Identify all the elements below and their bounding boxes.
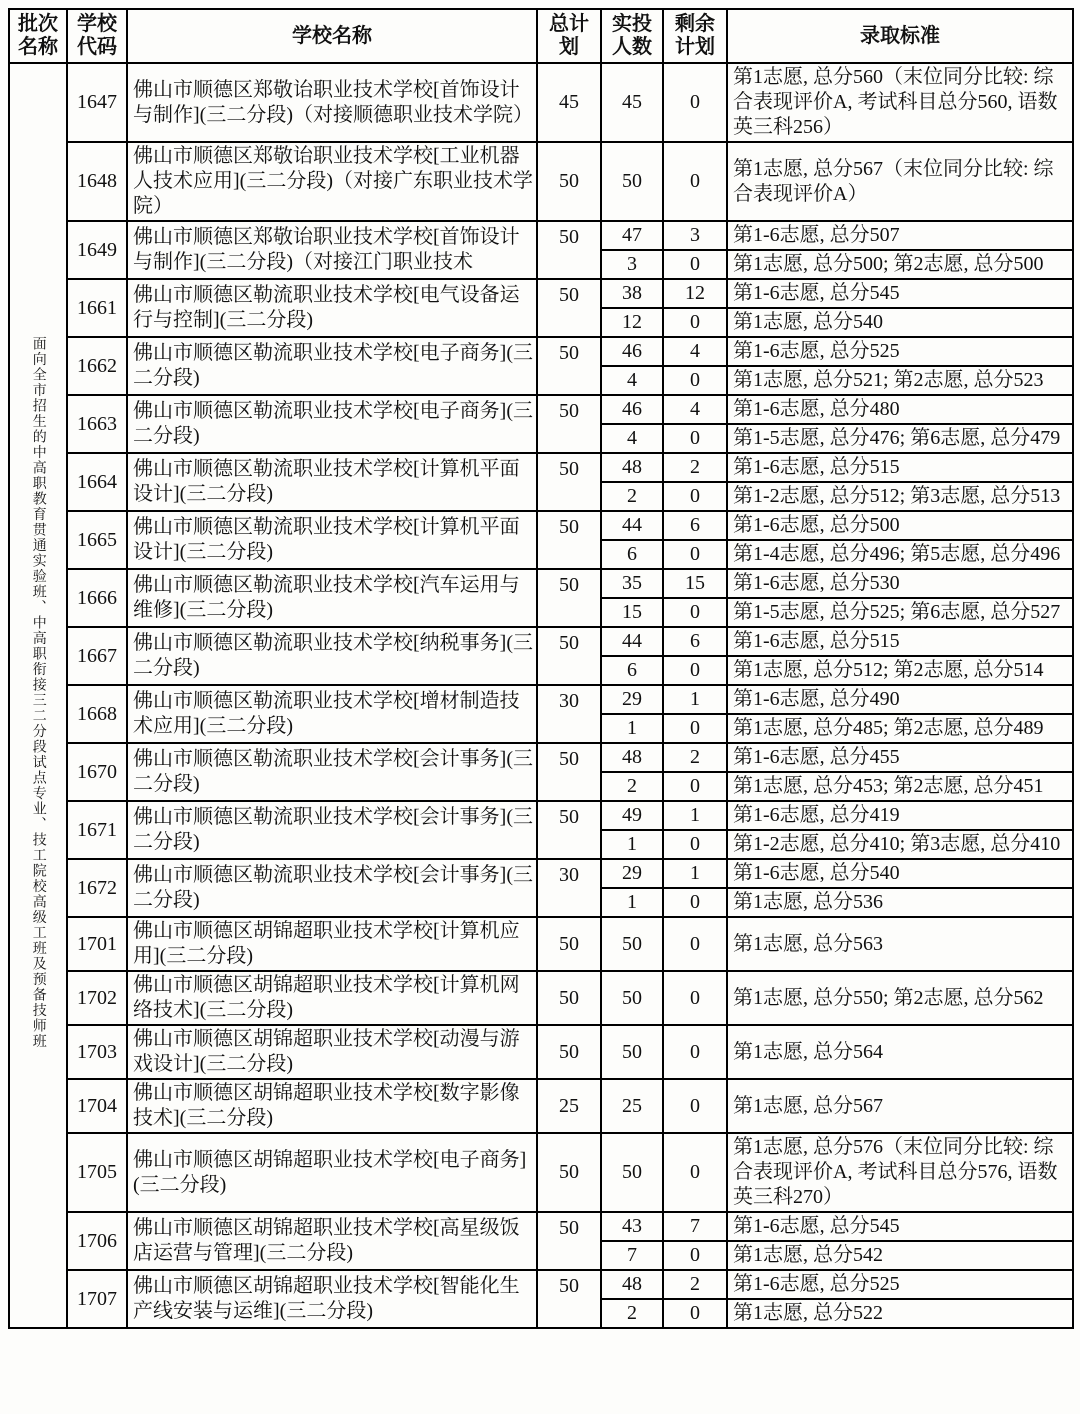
actual-count-cell: 48 xyxy=(601,453,663,482)
school-name-cell: 佛山市顺德区胡锦超职业技术学校[计算机应用](三二分段) xyxy=(127,917,537,971)
school-name-cell: 佛山市顺德区勒流职业技术学校[计算机平面设计](三二分段) xyxy=(127,453,537,511)
remaining-plan-cell: 7 xyxy=(663,1212,727,1241)
admission-standard-cell: 第1志愿, 总分536 xyxy=(727,888,1073,917)
school-name-cell: 佛山市顺德区勒流职业技术学校[会计事务](三二分段) xyxy=(127,801,537,859)
remaining-plan-cell: 6 xyxy=(663,627,727,656)
table-row xyxy=(9,1025,1073,1079)
school-name-cell: 佛山市顺德区郑敬诒职业技术学校[工业机器人技术应用](三二分段)（对接广东职业技术学院） xyxy=(127,142,537,221)
actual-count-cell: 1 xyxy=(601,888,663,917)
table-row xyxy=(9,685,1073,714)
table-row xyxy=(9,1079,1073,1133)
actual-count-cell: 29 xyxy=(601,685,663,714)
table-row xyxy=(9,511,1073,540)
actual-count-cell: 48 xyxy=(601,1270,663,1299)
admission-standard-cell: 第1志愿, 总分512; 第2志愿, 总分514 xyxy=(727,656,1073,685)
school-name-cell: 佛山市顺德区郑敬诒职业技术学校[首饰设计与制作](三二分段)（对接顺德职业技术学院） xyxy=(127,63,537,142)
remaining-plan-cell: 0 xyxy=(663,1079,727,1133)
school-name-cell: 佛山市顺德区勒流职业技术学校[计算机平面设计](三二分段) xyxy=(127,511,537,569)
admission-standard-cell: 第1-6志愿, 总分515 xyxy=(727,453,1073,482)
remaining-plan-cell: 2 xyxy=(663,453,727,482)
school-code-cell: 1706 xyxy=(67,1212,127,1270)
actual-count-cell: 50 xyxy=(601,917,663,971)
total-plan-cell: 50 xyxy=(537,221,601,279)
actual-count-cell: 4 xyxy=(601,424,663,453)
actual-count-cell: 50 xyxy=(601,142,663,221)
remaining-plan-cell: 0 xyxy=(663,63,727,142)
school-name-cell: 佛山市顺德区勒流职业技术学校[会计事务](三二分段) xyxy=(127,859,537,917)
actual-count-cell: 38 xyxy=(601,279,663,308)
admission-standard-cell: 第1-6志愿, 总分419 xyxy=(727,801,1073,830)
table-row xyxy=(9,63,1073,142)
admission-standard-cell: 第1志愿, 总分521; 第2志愿, 总分523 xyxy=(727,366,1073,395)
actual-count-cell: 1 xyxy=(601,830,663,859)
remaining-plan-cell: 0 xyxy=(663,308,727,337)
school-code-cell: 1664 xyxy=(67,453,127,511)
actual-count-cell: 3 xyxy=(601,250,663,279)
table-row xyxy=(9,221,1073,250)
admission-standard-cell: 第1志愿, 总分567（末位同分比较: 综合表现评价A） xyxy=(727,142,1073,221)
school-code-cell: 1663 xyxy=(67,395,127,453)
remaining-plan-cell: 2 xyxy=(663,743,727,772)
admission-standard-cell: 第1志愿, 总分563 xyxy=(727,917,1073,971)
actual-count-cell: 4 xyxy=(601,366,663,395)
admission-standard-cell: 第1-5志愿, 总分525; 第6志愿, 总分527 xyxy=(727,598,1073,627)
admission-standard-cell: 第1-6志愿, 总分540 xyxy=(727,859,1073,888)
actual-count-cell: 47 xyxy=(601,221,663,250)
school-name-cell: 佛山市顺德区胡锦超职业技术学校[动漫与游戏设计](三二分段) xyxy=(127,1025,537,1079)
actual-count-cell: 50 xyxy=(601,971,663,1025)
actual-count-cell: 25 xyxy=(601,1079,663,1133)
school-name-cell: 佛山市顺德区勒流职业技术学校[纳税事务](三二分段) xyxy=(127,627,537,685)
actual-count-cell: 46 xyxy=(601,337,663,366)
remaining-plan-cell: 1 xyxy=(663,685,727,714)
admission-standard-cell: 第1-6志愿, 总分515 xyxy=(727,627,1073,656)
remaining-plan-cell: 0 xyxy=(663,424,727,453)
school-code-cell: 1649 xyxy=(67,221,127,279)
total-plan-cell: 50 xyxy=(537,142,601,221)
remaining-plan-cell: 0 xyxy=(663,917,727,971)
school-code-cell: 1647 xyxy=(67,63,127,142)
actual-count-cell: 43 xyxy=(601,1212,663,1241)
remaining-plan-cell: 4 xyxy=(663,395,727,424)
total-plan-cell: 50 xyxy=(537,627,601,685)
table-row xyxy=(9,1133,1073,1212)
remaining-plan-cell: 0 xyxy=(663,772,727,801)
actual-count-cell: 49 xyxy=(601,801,663,830)
school-code-cell: 1705 xyxy=(67,1133,127,1212)
header-row xyxy=(9,9,1073,63)
table-row xyxy=(9,569,1073,598)
admission-standard-cell: 第1志愿, 总分564 xyxy=(727,1025,1073,1079)
actual-count-cell: 44 xyxy=(601,511,663,540)
school-code-cell: 1671 xyxy=(67,801,127,859)
admission-standard-cell: 第1-6志愿, 总分545 xyxy=(727,1212,1073,1241)
remaining-plan-cell: 0 xyxy=(663,250,727,279)
school-code-cell: 1702 xyxy=(67,971,127,1025)
total-plan-cell: 50 xyxy=(537,453,601,511)
total-plan-cell: 30 xyxy=(537,859,601,917)
school-name-cell: 佛山市顺德区勒流职业技术学校[电气设备运行与控制](三二分段) xyxy=(127,279,537,337)
table-row xyxy=(9,801,1073,830)
col-header-batch: 批次名称 xyxy=(9,9,67,63)
total-plan-cell: 50 xyxy=(537,801,601,859)
admission-standard-cell: 第1-6志愿, 总分530 xyxy=(727,569,1073,598)
actual-count-cell: 44 xyxy=(601,627,663,656)
col-header-remaining: 剩余计划 xyxy=(663,9,727,63)
school-code-cell: 1662 xyxy=(67,337,127,395)
total-plan-cell: 50 xyxy=(537,279,601,337)
admission-standard-cell: 第1志愿, 总分485; 第2志愿, 总分489 xyxy=(727,714,1073,743)
admission-standard-cell: 第1志愿, 总分560（末位同分比较: 综合表现评价A, 考试科目总分560, 语数英三科256） xyxy=(727,63,1073,142)
actual-count-cell: 2 xyxy=(601,482,663,511)
school-name-cell: 佛山市顺德区郑敬诒职业技术学校[首饰设计与制作](三二分段)（对接江门职业技术 xyxy=(127,221,537,279)
admission-standard-cell: 第1-6志愿, 总分480 xyxy=(727,395,1073,424)
remaining-plan-cell: 0 xyxy=(663,830,727,859)
admission-standard-cell: 第1志愿, 总分542 xyxy=(727,1241,1073,1270)
table-row xyxy=(9,453,1073,482)
total-plan-cell: 50 xyxy=(537,1025,601,1079)
remaining-plan-cell: 0 xyxy=(663,656,727,685)
admission-standard-cell: 第1志愿, 总分453; 第2志愿, 总分451 xyxy=(727,772,1073,801)
actual-count-cell: 7 xyxy=(601,1241,663,1270)
school-name-cell: 佛山市顺德区勒流职业技术学校[电子商务](三二分段) xyxy=(127,395,537,453)
table-row xyxy=(9,859,1073,888)
remaining-plan-cell: 15 xyxy=(663,569,727,598)
school-code-cell: 1668 xyxy=(67,685,127,743)
actual-count-cell: 50 xyxy=(601,1025,663,1079)
remaining-plan-cell: 0 xyxy=(663,142,727,221)
admission-standard-cell: 第1-6志愿, 总分490 xyxy=(727,685,1073,714)
remaining-plan-cell: 0 xyxy=(663,888,727,917)
actual-count-cell: 29 xyxy=(601,859,663,888)
total-plan-cell: 50 xyxy=(537,1212,601,1270)
school-name-cell: 佛山市顺德区勒流职业技术学校[增材制造技术应用](三二分段) xyxy=(127,685,537,743)
actual-count-cell: 2 xyxy=(601,772,663,801)
admission-standard-cell: 第1-6志愿, 总分455 xyxy=(727,743,1073,772)
remaining-plan-cell: 4 xyxy=(663,337,727,366)
table-row xyxy=(9,337,1073,366)
actual-count-cell: 12 xyxy=(601,308,663,337)
remaining-plan-cell: 0 xyxy=(663,714,727,743)
remaining-plan-cell: 1 xyxy=(663,859,727,888)
actual-count-cell: 15 xyxy=(601,598,663,627)
remaining-plan-cell: 0 xyxy=(663,1241,727,1270)
total-plan-cell: 50 xyxy=(537,743,601,801)
actual-count-cell: 48 xyxy=(601,743,663,772)
table-header xyxy=(9,9,1073,63)
total-plan-cell: 30 xyxy=(537,685,601,743)
actual-count-cell: 35 xyxy=(601,569,663,598)
remaining-plan-cell: 0 xyxy=(663,366,727,395)
school-code-cell: 1665 xyxy=(67,511,127,569)
table-row xyxy=(9,971,1073,1025)
actual-count-cell: 50 xyxy=(601,1133,663,1212)
admission-standard-cell: 第1-6志愿, 总分507 xyxy=(727,221,1073,250)
table-row xyxy=(9,142,1073,221)
total-plan-cell: 50 xyxy=(537,395,601,453)
admission-standard-cell: 第1志愿, 总分500; 第2志愿, 总分500 xyxy=(727,250,1073,279)
admission-standard-cell: 第1志愿, 总分550; 第2志愿, 总分562 xyxy=(727,971,1073,1025)
school-code-cell: 1701 xyxy=(67,917,127,971)
actual-count-cell: 46 xyxy=(601,395,663,424)
actual-count-cell: 1 xyxy=(601,714,663,743)
total-plan-cell: 50 xyxy=(537,511,601,569)
remaining-plan-cell: 0 xyxy=(663,1025,727,1079)
admission-standard-cell: 第1-6志愿, 总分545 xyxy=(727,279,1073,308)
col-header-name: 学校名称 xyxy=(127,9,537,63)
school-code-cell: 1661 xyxy=(67,279,127,337)
admission-standard-cell: 第1-2志愿, 总分512; 第3志愿, 总分513 xyxy=(727,482,1073,511)
admission-standard-cell: 第1志愿, 总分540 xyxy=(727,308,1073,337)
remaining-plan-cell: 0 xyxy=(663,598,727,627)
school-name-cell: 佛山市顺德区胡锦超职业技术学校[智能化生产线安装与运维](三二分段) xyxy=(127,1270,537,1328)
school-code-cell: 1703 xyxy=(67,1025,127,1079)
remaining-plan-cell: 0 xyxy=(663,540,727,569)
school-code-cell: 1666 xyxy=(67,569,127,627)
total-plan-cell: 50 xyxy=(537,569,601,627)
total-plan-cell: 25 xyxy=(537,1079,601,1133)
school-name-cell: 佛山市顺德区勒流职业技术学校[汽车运用与维修](三二分段) xyxy=(127,569,537,627)
table-row xyxy=(9,395,1073,424)
school-code-cell: 1648 xyxy=(67,142,127,221)
batch-name-cell xyxy=(9,63,67,1328)
admission-standard-cell: 第1-5志愿, 总分476; 第6志愿, 总分479 xyxy=(727,424,1073,453)
col-header-standard: 录取标准 xyxy=(727,9,1073,63)
total-plan-cell: 50 xyxy=(537,917,601,971)
remaining-plan-cell: 12 xyxy=(663,279,727,308)
table-row xyxy=(9,279,1073,308)
remaining-plan-cell: 0 xyxy=(663,971,727,1025)
admission-standard-cell: 第1志愿, 总分522 xyxy=(727,1299,1073,1328)
school-name-cell: 佛山市顺德区胡锦超职业技术学校[数字影像技术](三二分段) xyxy=(127,1079,537,1133)
school-name-cell: 佛山市顺德区胡锦超职业技术学校[计算机网络技术](三二分段) xyxy=(127,971,537,1025)
remaining-plan-cell: 2 xyxy=(663,1270,727,1299)
col-header-code: 学校代码 xyxy=(67,9,127,63)
school-code-cell: 1704 xyxy=(67,1079,127,1133)
admission-standard-cell: 第1-4志愿, 总分496; 第5志愿, 总分496 xyxy=(727,540,1073,569)
school-name-cell: 佛山市顺德区勒流职业技术学校[电子商务](三二分段) xyxy=(127,337,537,395)
school-name-cell: 佛山市顺德区胡锦超职业技术学校[高星级饭店运营与管理](三二分段) xyxy=(127,1212,537,1270)
table-row xyxy=(9,1270,1073,1299)
table-body xyxy=(9,63,1073,1328)
table-row xyxy=(9,743,1073,772)
remaining-plan-cell: 1 xyxy=(663,801,727,830)
total-plan-cell: 50 xyxy=(537,971,601,1025)
table-row xyxy=(9,917,1073,971)
col-header-actual: 实投人数 xyxy=(601,9,663,63)
batch-name-text: 面向全市招生的中高职教育贯通实验班、中高职衔接三二分段试点专业、技工院校高级工班及预备技师班 xyxy=(30,335,46,1049)
remaining-plan-cell: 0 xyxy=(663,1133,727,1212)
school-name-cell: 佛山市顺德区勒流职业技术学校[会计事务](三二分段) xyxy=(127,743,537,801)
actual-count-cell: 6 xyxy=(601,540,663,569)
school-code-cell: 1670 xyxy=(67,743,127,801)
actual-count-cell: 2 xyxy=(601,1299,663,1328)
remaining-plan-cell: 3 xyxy=(663,221,727,250)
actual-count-cell: 45 xyxy=(601,63,663,142)
total-plan-cell: 50 xyxy=(537,1270,601,1328)
total-plan-cell: 45 xyxy=(537,63,601,142)
admission-standard-cell: 第1-6志愿, 总分500 xyxy=(727,511,1073,540)
school-name-cell: 佛山市顺德区胡锦超职业技术学校[电子商务](三二分段) xyxy=(127,1133,537,1212)
admission-standard-cell: 第1志愿, 总分567 xyxy=(727,1079,1073,1133)
total-plan-cell: 50 xyxy=(537,1133,601,1212)
remaining-plan-cell: 0 xyxy=(663,482,727,511)
admission-standard-cell: 第1-6志愿, 总分525 xyxy=(727,337,1073,366)
remaining-plan-cell: 6 xyxy=(663,511,727,540)
col-header-total: 总计划 xyxy=(537,9,601,63)
school-code-cell: 1672 xyxy=(67,859,127,917)
school-code-cell: 1707 xyxy=(67,1270,127,1328)
table-row xyxy=(9,627,1073,656)
admission-standard-cell: 第1-2志愿, 总分410; 第3志愿, 总分410 xyxy=(727,830,1073,859)
school-code-cell: 1667 xyxy=(67,627,127,685)
admission-standard-cell: 第1-6志愿, 总分525 xyxy=(727,1270,1073,1299)
admissions-table xyxy=(8,8,1074,1329)
total-plan-cell: 50 xyxy=(537,337,601,395)
table-row xyxy=(9,1212,1073,1241)
actual-count-cell: 6 xyxy=(601,656,663,685)
admission-standard-cell: 第1志愿, 总分576（末位同分比较: 综合表现评价A, 考试科目总分576, 语数英三科270） xyxy=(727,1133,1073,1212)
remaining-plan-cell: 0 xyxy=(663,1299,727,1328)
